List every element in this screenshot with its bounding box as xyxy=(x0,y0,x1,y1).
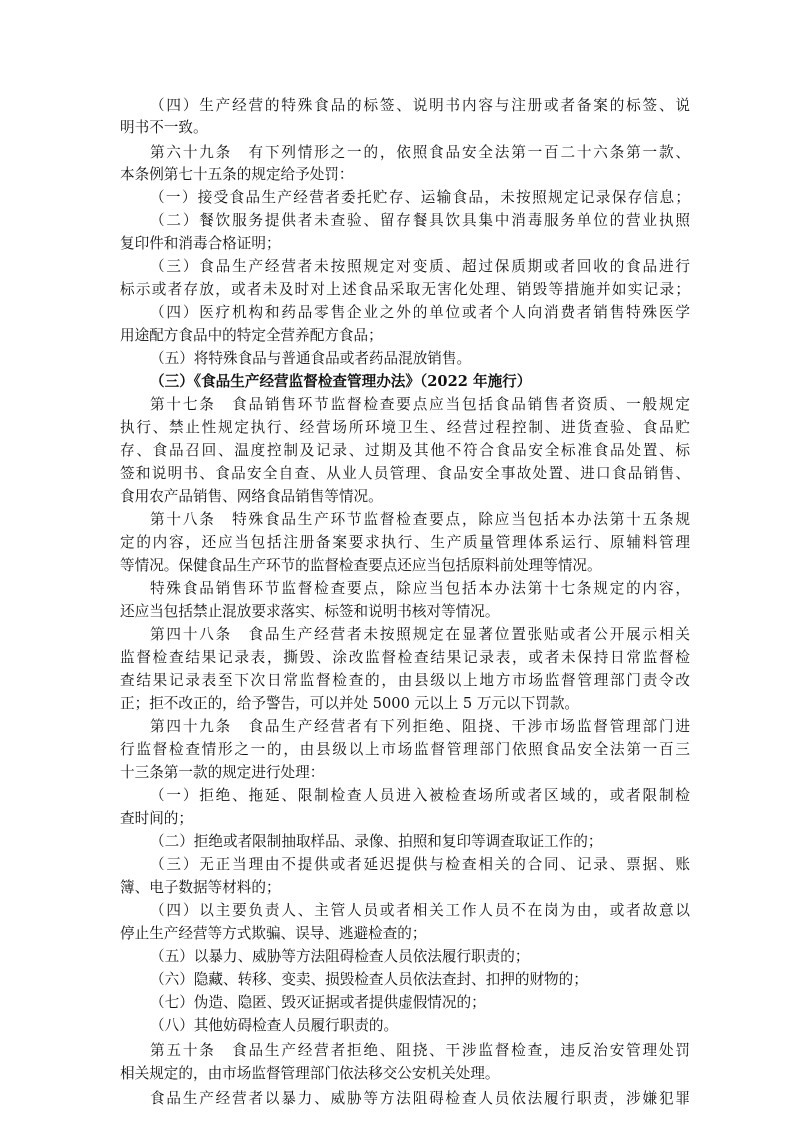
text-line: （二）拒绝或者限制抽取样品、录像、拍照和复印等调查取证工作的； xyxy=(150,833,603,850)
text-line: （三）无正当理由不提供或者延迟提供与检查相关的合同、记录、票据、账 xyxy=(150,856,690,873)
text-line: （五）以暴力、威胁等方法阻碍检查人员依法履行职责的； xyxy=(150,948,530,965)
text-line: 定的内容，还应当包括注册备案要求执行、生产质量管理体系运行、原辅料管理 xyxy=(120,534,690,551)
text-line: 用途配方食品中的特定全营养配方食品； xyxy=(120,327,383,344)
text-line: 还应当包括禁止混放要求落实、标签和说明书核对等情况。 xyxy=(120,603,500,620)
text-line: （四）以主要负责人、主管人员或者相关工作人员不在岗为由，或者故意以 xyxy=(150,902,690,919)
text-line: （七）伪造、隐匿、毁灭证据或者提供虚假情况的； xyxy=(150,994,486,1011)
text-line: （六）隐藏、转移、变卖、损毁检查人员依法查封、扣押的财物的； xyxy=(150,971,588,988)
text-line: 执行、禁止性规定执行、经营场所环境卫生、经营过程控制、进货查验、食品贮 xyxy=(120,419,690,436)
text-line: 相关规定的，由市场监督管理部门依法移交公安机关处理。 xyxy=(120,1065,500,1082)
text-line: 簿、电子数据等材料的； xyxy=(120,879,281,896)
text-line: （四）生产经营的特殊食品的标签、说明书内容与注册或者备案的标签、说 xyxy=(150,97,690,114)
text-line: 特殊食品销售环节监督检查要点，除应当包括本办法第十七条规定的内容， xyxy=(150,580,690,597)
text-line: （二）餐饮服务提供者未查验、留存餐具饮具集中消毒服务单位的营业执照 xyxy=(150,212,690,229)
text-line: 存、食品召回、温度控制及记录、过期及其他不符合食品安全标准食品处置、标 xyxy=(120,442,690,459)
text-line: 签和说明书、食品安全自查、从业人员管理、食品安全事故处置、进口食品销售、 xyxy=(120,465,690,482)
text-line: （四）医疗机构和药品零售企业之外的单位或者个人向消费者销售特殊医学 xyxy=(150,304,690,321)
text-line: 监督检查结果记录表，撕毁、涂改监督检查结果记录表，或者未保持日常监督检 xyxy=(120,649,690,666)
text-line: 复印件和消毒合格证明； xyxy=(120,235,281,252)
text-line: 第十七条 食品销售环节监督检查要点应当包括食品销售者资质、一般规定 xyxy=(150,396,690,413)
text-line: 行监督检查情形之一的，由县级以上市场监督管理部门依照食品安全法第一百三 xyxy=(120,741,690,758)
text-line: 查时间的； xyxy=(120,810,193,827)
text-line: 正；拒不改正的，给予警告，可以并处 5000 元以上 5 万元以下罚款。 xyxy=(120,695,580,712)
section-heading: （三）《食品生产经营监督检查管理办法》（2022 年施行） xyxy=(150,373,532,390)
text-line: 明书不一致。 xyxy=(120,119,208,136)
text-line: 第五十条 食品生产经营者拒绝、阻挠、干涉监督检查，违反治安管理处罚 xyxy=(150,1042,690,1059)
text-line: （八）其他妨碍检查人员履行职责的。 xyxy=(150,1017,399,1034)
text-line: （一）拒绝、拖延、限制检查人员进入被检查场所或者区域的，或者限制检 xyxy=(150,787,690,804)
text-line: 第四十八条 食品生产经营者未按照规定在显著位置张贴或者公开展示相关 xyxy=(150,626,690,643)
text-line: （三）食品生产经营者未按照规定对变质、超过保质期或者回收的食品进行 xyxy=(150,258,690,275)
text-line: 第十八条 特殊食品生产环节监督检查要点，除应当包括本办法第十五条规 xyxy=(150,511,690,528)
text-line: 食用农产品销售、网络食品销售等情况。 xyxy=(120,488,383,505)
text-line: 等情况。保健食品生产环节的监督检查要点还应当包括原料前处理等情况。 xyxy=(120,557,602,574)
text-line: 第四十九条 食品生产经营者有下列拒绝、阻挠、干涉市场监督管理部门进 xyxy=(150,718,690,735)
text-line: 食品生产经营者以暴力、威胁等方法阻碍检查人员依法履行职责，涉嫌犯罪 xyxy=(150,1090,690,1107)
text-line: （一）接受食品生产经营者委托贮存、运输食品，未按照规定记录保存信息； xyxy=(150,189,690,206)
text-line: 查结果记录表至下次日常监督检查的，由县级以上地方市场监督管理部门责令改 xyxy=(120,672,690,689)
text-line: 第六十九条 有下列情形之一的，依照食品安全法第一百二十六条第一款、 xyxy=(150,144,690,161)
text-line: 本条例第七十五条的规定给予处罚： xyxy=(120,166,354,183)
text-line: 标示或者存放，或者未及时对上述食品采取无害化处理、销毁等措施并如实记录； xyxy=(120,281,690,298)
text-line: 停止生产经营等方式欺骗、误导、逃避检查的； xyxy=(120,925,427,942)
text-line: 十三条第一款的规定进行处理： xyxy=(120,764,325,781)
text-line: （五）将特殊食品与普通食品或者药品混放销售。 xyxy=(150,350,472,367)
